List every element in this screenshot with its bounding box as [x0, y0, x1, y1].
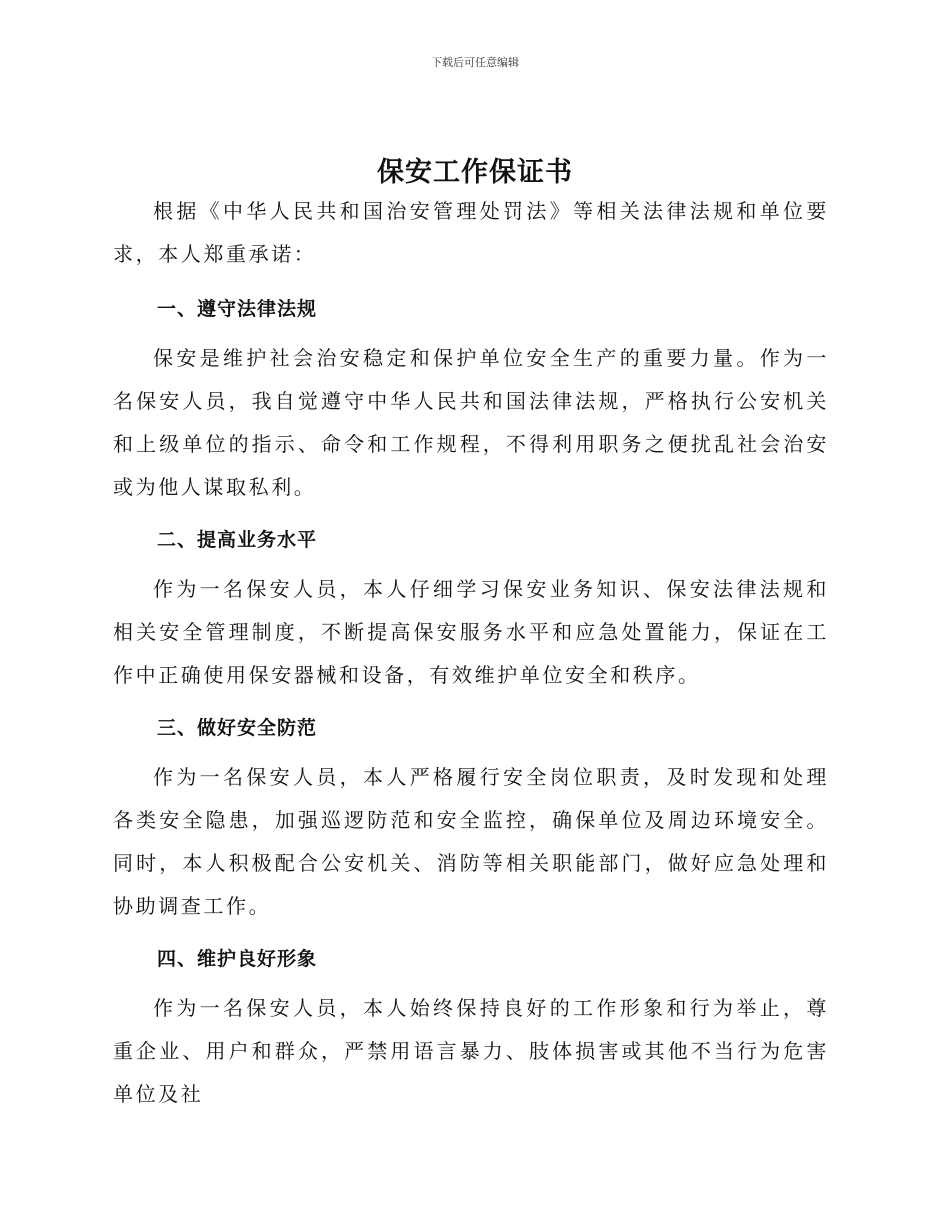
section-body: 作为一名保安人员，本人仔细学习保安业务知识、保安法律法规和相关安全管理制度，不断提高保安服务水平和应急处置能力，保证在工作中正确使用保安器械和设备，有效维护单位安全和秩序。 [113, 577, 829, 687]
section-heading: 二、提高业务水平 [157, 529, 318, 551]
section-heading: 三、做好安全防范 [157, 717, 318, 739]
section-3 [113, 707, 829, 928]
section-heading: 一、遵守法律法规 [157, 298, 318, 320]
section-body: 作为一名保安人员，本人严格履行安全岗位职责，及时发现和处理各类安全隐患，加强巡逻防范和安全监控，确保单位及周边环境安全。同时，本人积极配合公安机关、消防等相关职能部门，做好应急处理和协助调查工作。 [113, 765, 829, 918]
document-title: 保安工作保证书 [377, 157, 573, 188]
section-1 [113, 288, 829, 509]
header-note: 下载后可任意编辑 [431, 56, 519, 69]
document-body [113, 190, 829, 1116]
section-2 [113, 519, 829, 697]
section-heading: 四、维护良好形象 [157, 948, 318, 970]
section-4 [113, 938, 829, 1116]
intro-paragraph: 根据《中华人民共和国治安管理处罚法》等相关法律法规和单位要求，本人郑重承诺： [113, 199, 829, 266]
section-body: 保安是维护社会治安稳定和保护单位安全生产的重要力量。作为一名保安人员，我自觉遵守中华人民共和国法律法规，严格执行公安机关和上级单位的指示、命令和工作规程，不得利用职务之便扰乱社会治安或为他人谋取私利。 [113, 346, 829, 499]
section-body: 作为一名保安人员，本人始终保持良好的工作形象和行为举止，尊重企业、用户和群众，严禁用语言暴力、肢体损害或其他不当行为危害单位及社 [113, 996, 829, 1106]
